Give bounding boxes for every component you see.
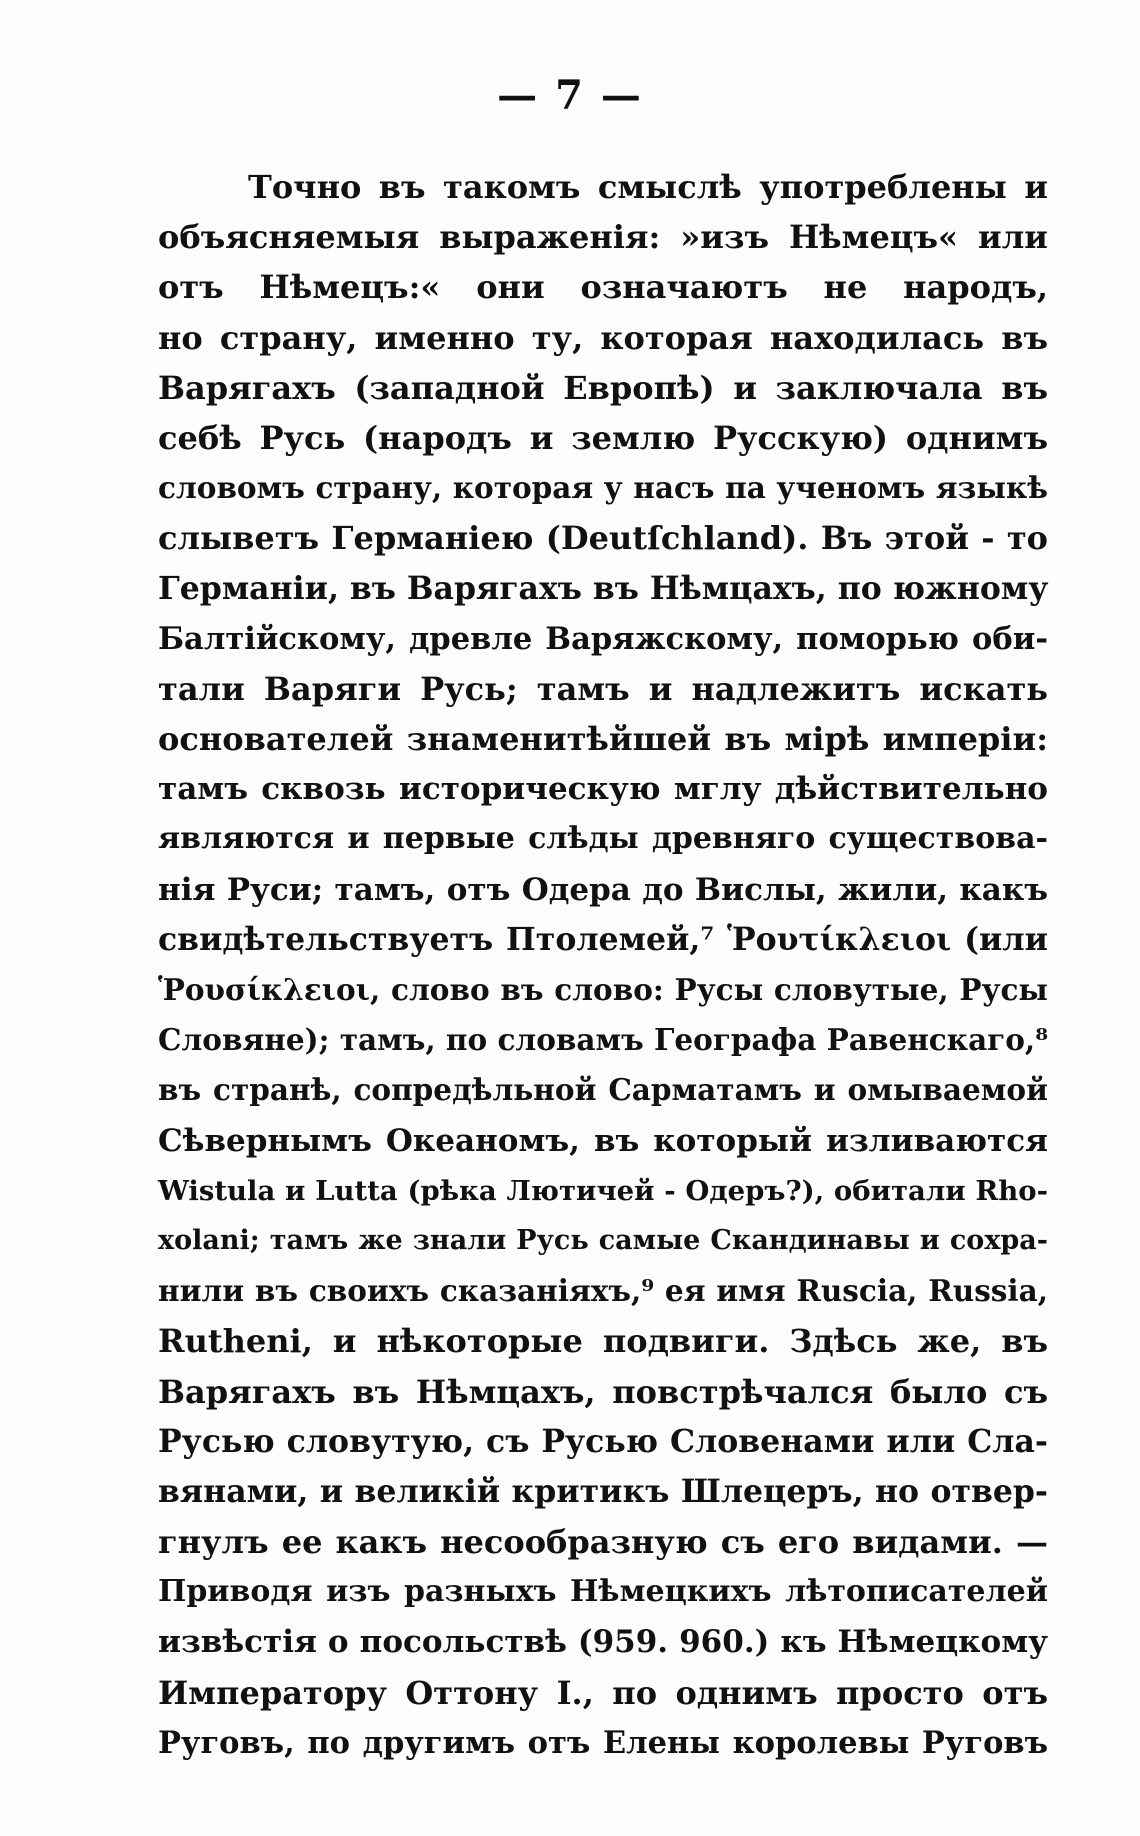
text-line: являются и первые слѣды древняго существова- (158, 821, 1048, 857)
text-line: но страну, именно ту, которая находилась въ (158, 318, 1048, 357)
text-line: нія Руси; тамъ, отъ Одера до Вислы, жили, какъ (158, 871, 1048, 908)
body-text (158, 162, 1048, 1768)
text-line: гнулъ ее какъ несообразную съ его видами. — (158, 1523, 1048, 1562)
text-line: нили въ своихъ сказаніяхъ,⁹ ея имя Ruscia, Russia, (158, 1273, 1048, 1309)
text-line: въ странѣ, сопредѣльной Сарматамъ и омываемой (158, 1072, 1048, 1108)
text-line: Точно въ такомъ смыслѣ употреблены и (248, 168, 1048, 206)
text-line: Германіи, въ Варягахъ въ Нѣмцахъ, по южному (158, 569, 1049, 607)
text-line: слыветъ Германіею (Deutſchland). Въ этой - то (158, 519, 1048, 558)
text-line: объясняемыя выраженія: »изъ Нѣмецъ« или (158, 218, 1048, 257)
text-line: Словяне); тамъ, по словамъ Географа Равенскаго,⁸ (158, 1022, 1049, 1058)
text-line: словомъ страну, которая у насъ па ученомъ языкѣ (158, 470, 1048, 506)
text-line: Балтійскому, древле Варяжскому, поморью оби- (158, 620, 1048, 657)
text-line: Rutheni, и нѣкоторые подвиги. Здѣсь же, въ (158, 1322, 1048, 1361)
text-line: Императору Оттону I., по однимъ просто отъ (158, 1673, 1048, 1712)
text-line: Сѣвернымъ Океаномъ, въ который изливаются (158, 1122, 1048, 1159)
page-number: — 7 — (497, 72, 643, 119)
text-line: тали Варяги Русь; тамъ и надлежитъ искать (158, 669, 1048, 708)
text-line: Ῥουσίκλειοι, слово въ слово: Русы словутые, Русы (158, 972, 1048, 1007)
text-line: Руговъ, по другимъ отъ Елены королевы Руговъ (158, 1724, 1048, 1761)
text-line: основателей знаменитѣйшей въ мірѣ имперіи: (158, 720, 1048, 759)
text-line: вянами, и великій критикъ Шлецеръ, но отвер- (158, 1472, 1048, 1510)
text-line: xolani; тамъ же знали Русь самые Скандинавы и сохра- (158, 1224, 1048, 1256)
text-line: отъ Нѣмецъ:« они означаютъ не народъ, (158, 268, 1048, 307)
text-line: Варягахъ въ Нѣмцахъ, повстрѣчался было съ (158, 1372, 1048, 1411)
text-line: себѣ Русь (народъ и землю Русскую) однимъ (158, 418, 1048, 457)
text-line: свидѣтельствуетъ Птолемей,⁷ Ῥουτίκλειοι (или (158, 920, 1048, 958)
text-line: Wistula и Lutta (рѣка Лютичей - Одеръ?), обитали Rho- (158, 1174, 1048, 1207)
text-line: Варягахъ (западной Европѣ) и заключала въ (158, 368, 1048, 407)
text-line: Русью словутую, съ Русью Словенами или Сла- (158, 1422, 1048, 1460)
text-line: тамъ сквозь историческую мглу дѣйствительно (158, 771, 1048, 808)
text-line: извѣстія о посольствѣ (959. 960.) къ Нѣмецкому (158, 1624, 1048, 1661)
text-line: Приводя изъ разныхъ Нѣмецкихъ лѣтописателей (158, 1574, 1048, 1610)
